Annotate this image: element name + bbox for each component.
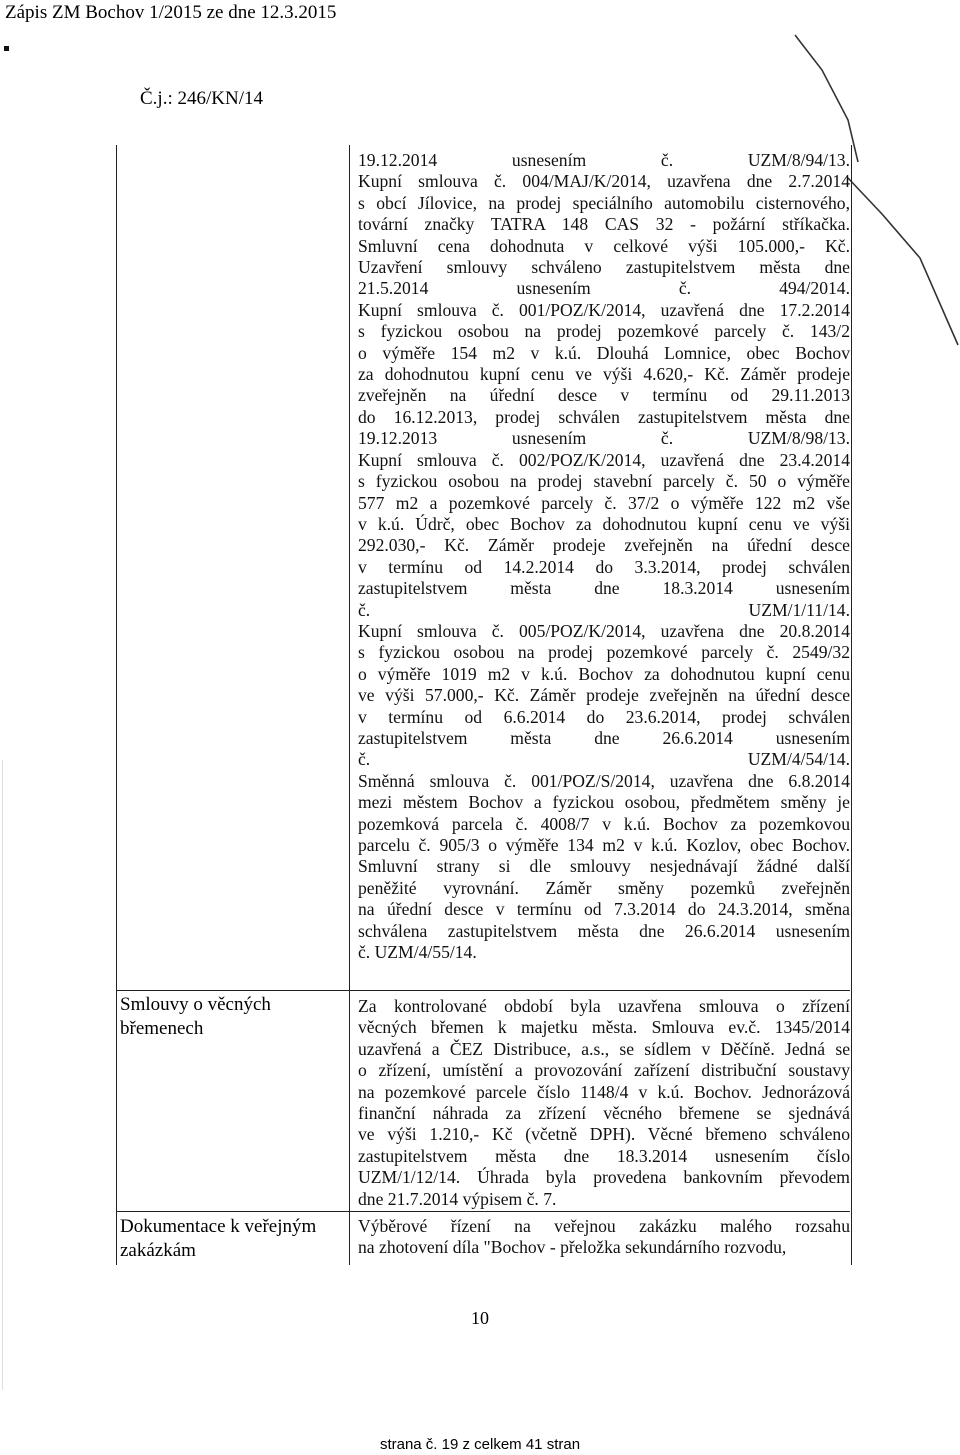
document-header: Zápis ZM Bochov 1/2015 ze dne 12.3.2015 (5, 2, 337, 23)
text-line: ve výši 1.210,- Kč (včetně DPH). Věcné břemeno schváleno (358, 1124, 850, 1145)
text-line: zastupitelstvem města dne 18.3.2014 usnesením (358, 578, 850, 599)
text-line: Výběrové řízení na veřejnou zakázku malého rozsahu (358, 1216, 850, 1236)
text-line: pozemková parcela č. 4008/7 v k.ú. Bochov za pozemkovou (358, 813, 850, 834)
page-footer: strana č. 19 z celkem 41 stran (379, 1436, 581, 1453)
text-line: na zhotovení díla "Bochov - přeložka sekundárního rozvodu, (358, 1237, 787, 1258)
row-text-easements (358, 996, 850, 1210)
text-line: UZM/1/12/14. Úhrada byla provedena bankovním převodem (358, 1167, 850, 1188)
text-line: Smluvní strany si dle smlouvy nesjednávají žádné další (358, 856, 850, 877)
text-line: ve výši 57.000,- Kč. Záměr prodeje zveřejněn na úřední desce (358, 685, 850, 706)
text-line: č. UZM/4/54/14. (358, 749, 850, 770)
text-line: dne 21.7.2014 výpisem č. 7. (358, 1188, 557, 1209)
text-line: Kupní smlouva č. 004/MAJ/K/2014, uzavřena dne 2.7.2014 (358, 171, 850, 192)
text-line: 577 m2 a pozemkové parcely č. 37/2 o výměře 122 m2 vše (358, 492, 850, 513)
text-line: v termínu od 14.2.2014 do 3.3.2014, prodej schválen (358, 556, 850, 577)
text-line: o zřízení, umístění a provozování zařízení distribuční soustavy (358, 1060, 850, 1081)
text-line: zastupitelstvem města dne 26.6.2014 usnesením (358, 727, 850, 748)
text-line: Uzavření smlouvy schváleno zastupitelstvem města dne (358, 257, 850, 278)
text-line: Kupní smlouva č. 005/POZ/K/2014, uzavřena dne 20.8.2014 (358, 620, 850, 641)
text-line: do 16.12.2013, prodej schválen zastupitelstvem města dne (358, 406, 850, 427)
column-divider (349, 145, 350, 1265)
text-line: s fyzickou osobou na prodej pozemkové parcely č. 143/2 (358, 321, 850, 342)
text-line: v termínu od 6.6.2014 do 23.6.2014, prodej schválen (358, 706, 850, 727)
text-line: schválena zastupitelstvem města dne 26.6.2014 usnesením (358, 920, 850, 941)
text-line: věcných břemen k majetku města. Smlouva ev.č. 1345/2014 (358, 1017, 850, 1038)
text-line: č. UZM/1/11/14. (358, 599, 850, 620)
text-line: č. UZM/4/55/14. (358, 942, 477, 963)
text-line: Za kontrolované období byla uzavřena smlouva o zřízení (358, 996, 850, 1016)
text-line: Směnná smlouva č. 001/POZ/S/2014, uzavřena dne 6.8.2014 (358, 770, 850, 791)
text-line: v k.ú. Údrč, obec Bochov za dohodnutou kupní cenu ve výši (358, 513, 850, 534)
text-line: parcelu č. 905/3 o výměře 134 m2 v k.ú. Kozlov, obec Bochov. (358, 835, 850, 855)
scan-page-number: 10 (471, 1308, 489, 1328)
row-text-public-contracts (358, 1216, 850, 1259)
text-line: s obcí Jílovice, na prodej speciálního automobilu cisternového, (358, 192, 850, 213)
text-line: Kupní smlouva č. 001/POZ/K/2014, uzavřená dne 17.2.2014 (358, 299, 850, 320)
text-line: o výměře 1019 m2 v k.ú. Bochov za dohodnutou kupní cenu (358, 663, 850, 684)
text-line: s fyzickou osobou na prodej stavební parcely č. 50 o výměře (358, 471, 850, 492)
text-line: 292.030,- Kč. Záměr prodeje zveřejněn na úřední desce (358, 535, 850, 556)
text-line: za dohodnutou kupní cenu ve výši 4.620,- Kč. Záměr prodeje (358, 364, 850, 385)
text-line: na pozemkové parcele číslo 1148/4 v k.ú. Bochov. Jednorázová (358, 1081, 850, 1102)
text-line: 21.5.2014 usnesením č. 494/2014. (358, 278, 850, 299)
reference-number: Č.j.: 246/KN/14 (140, 88, 263, 109)
text-line: o výměře 154 m2 v k.ú. Dlouhá Lomnice, obec Bochov (358, 342, 850, 363)
text-line: Kupní smlouva č. 002/POZ/K/2014, uzavřená dne 23.4.2014 (358, 449, 850, 470)
text-line: s fyzickou osobou na prodej pozemkové parcely č. 2549/32 (358, 642, 850, 663)
text-line: mezi městem Bochov a fyzickou osobou, předmětem směny je (358, 792, 850, 813)
row-label-public-contracts: Dokumentace k veřejným zakázkám (120, 1216, 317, 1261)
text-line: Smluvní cena dohodnuta v celkové výši 105.000,- Kč. (358, 235, 850, 256)
text-line: tovární značky TATRA 148 CAS 32 - požární stříkačka. (358, 214, 850, 235)
scan-edge-line (2, 760, 3, 1390)
text-line: 19.12.2014 usnesením č. UZM/8/94/13. (358, 150, 850, 170)
text-line: zastupitelstvem města dne 18.3.2014 usnesením číslo (358, 1145, 850, 1166)
row-divider (116, 990, 850, 991)
row-label-easements: Smlouvy o věcných břemenech (120, 994, 271, 1039)
text-line: na úřední desce v termínu od 7.3.2014 do 24.3.2014, směna (358, 899, 850, 920)
text-line: peněžité vyrovnání. Záměr směny pozemků zveřejněn (358, 877, 850, 898)
text-line: 19.12.2013 usnesením č. UZM/8/98/13. (358, 428, 850, 449)
text-line: zveřejněn na úřední desce v termínu od 29.11.2013 (358, 385, 850, 406)
text-line: finanční náhrada za zřízení věcného břemene se sjednává (358, 1103, 850, 1124)
text-line: uzavřená a ČEZ Distribuce, a.s., se sídlem v Děčíně. Jedná se (358, 1038, 850, 1059)
row-divider (116, 1211, 850, 1212)
row-text-continuation (358, 150, 850, 963)
